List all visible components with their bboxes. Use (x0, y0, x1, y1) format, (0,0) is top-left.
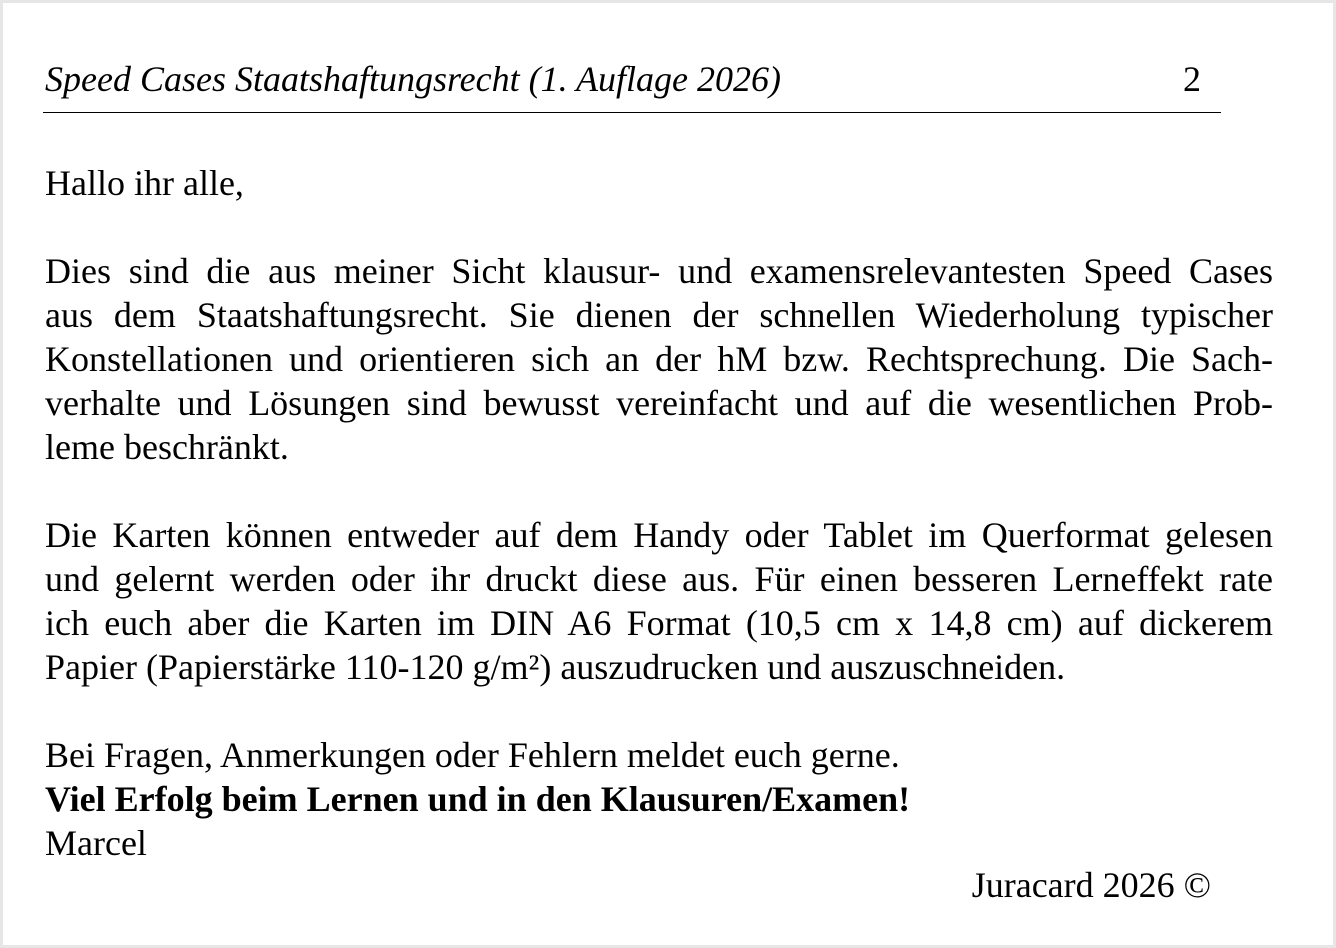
paragraph-line: Die Karten können entweder auf dem Handy oder Tablet im Querformat gelesen (45, 515, 1273, 555)
paragraph-line: verhalte und Lösungen sind bewusst vereinfacht und auf die wesentlichen Prob- (45, 383, 1273, 423)
closing-bold: Viel Erfolg beim Lernen und in den Klausuren/Examen! (45, 779, 911, 819)
paragraph-gap (45, 469, 1273, 513)
paragraph-gap (45, 205, 1273, 249)
header-title: Speed Cases Staatshaftungsrecht (1. Auflage 2026) (45, 59, 781, 99)
paragraph-line: Konstellationen und orientieren sich an der hM bzw. Rechtsprechung. Die Sach- (45, 339, 1273, 379)
paragraph-line: ich euch aber die Karten im DIN A6 Format (10,5 cm x 14,8 cm) auf dickerem (45, 603, 1273, 643)
paragraph-line: Papier (Papierstärke 110-120 g/m²) auszudrucken und auszuschneiden. (45, 647, 1066, 687)
greeting: Hallo ihr alle, (45, 163, 244, 203)
page-header (43, 55, 1221, 113)
page-number: 2 (1183, 59, 1201, 99)
copyright-footer: Juracard 2026 © (971, 865, 1211, 905)
paragraph-line: Dies sind die aus meiner Sicht klausur- und examensrelevantesten Speed Cases (45, 251, 1273, 291)
letter-body (45, 161, 1273, 865)
signature: Marcel (45, 823, 147, 863)
paragraph-intro (45, 249, 1273, 469)
paragraph-line: aus dem Staatshaftungsrecht. Sie dienen der schnellen Wiederholung typischer (45, 295, 1273, 335)
document-page (3, 3, 1333, 945)
paragraph-line: und gelernt werden oder ihr druckt diese aus. Für einen besseren Lerneffekt rate (45, 559, 1273, 599)
paragraph-usage (45, 513, 1273, 689)
questions-line: Bei Fragen, Anmerkungen oder Fehlern meldet euch gerne. (45, 735, 900, 775)
paragraph-gap (45, 689, 1273, 733)
paragraph-line: leme beschränkt. (45, 427, 289, 467)
